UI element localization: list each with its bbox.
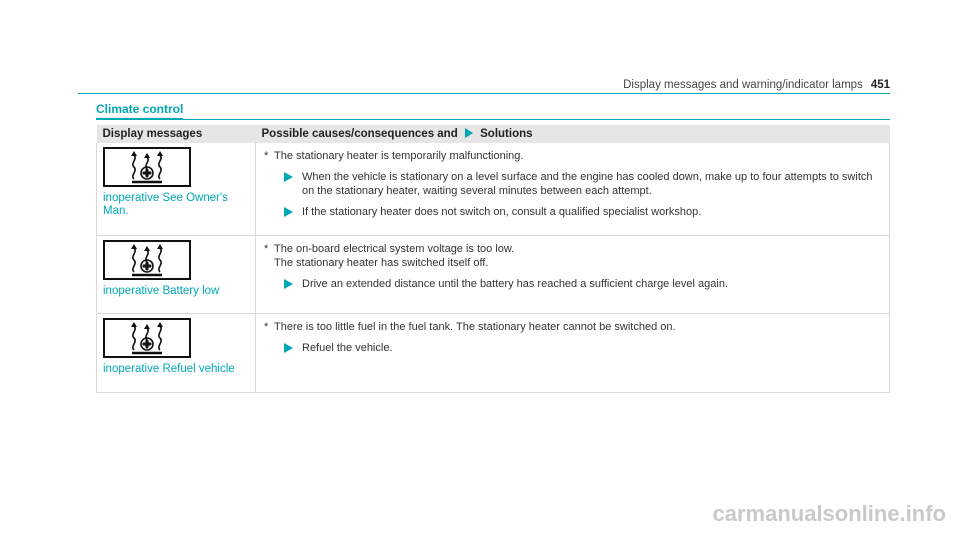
table-row	[97, 143, 890, 236]
causes-solutions-cell	[256, 314, 890, 393]
display-messages-table	[96, 125, 890, 393]
header-rule	[78, 93, 890, 94]
solution-arrow-icon	[284, 279, 293, 289]
message-cell	[97, 143, 256, 236]
section-rule	[96, 119, 890, 120]
solution-item: If the stationary heater does not switch on, consult a qualified specialist workshop.	[264, 205, 881, 219]
stationary-heater-icon	[103, 318, 191, 358]
solution-arrow-icon	[284, 343, 293, 353]
header-causes-solutions: Possible causes/consequences and Solutions	[256, 125, 890, 143]
solution-arrow-icon	[464, 128, 474, 138]
message-text: inoperative Battery low	[103, 285, 220, 297]
causes-solutions-cell	[256, 236, 890, 314]
message-cell	[97, 236, 256, 314]
cause-text: * There is too little fuel in the fuel tank. The stationary heater cannot be switched on.	[264, 321, 676, 333]
solution-item: Refuel the vehicle.	[264, 341, 881, 355]
header-display-messages: Display messages	[97, 125, 256, 143]
causes-solutions-cell	[256, 143, 890, 236]
message-text: inoperative See Owner's Man.	[103, 192, 228, 217]
message-text: inoperative Refuel vehicle	[103, 363, 235, 375]
section-title: Climate control	[96, 102, 183, 119]
message-cell	[97, 314, 256, 393]
cause-text: * The stationary heater is temporarily malfunctioning.	[264, 150, 524, 162]
stationary-heater-icon	[103, 147, 191, 187]
page-header	[623, 79, 890, 91]
table-row	[97, 236, 890, 314]
cause-text: * The on-board electrical system voltage is too low.	[264, 243, 515, 255]
solution-item: When the vehicle is stationary on a level surface and the engine has cooled down, make up to four attempts to switch on the stationary heater, waiting several minutes between each attempt.	[264, 170, 881, 198]
table-row	[97, 314, 890, 393]
watermark: carmanualsonline.info	[712, 501, 946, 526]
table-header-row	[97, 125, 890, 143]
stationary-heater-icon	[103, 240, 191, 280]
solution-arrow-icon	[284, 172, 293, 182]
solution-item: Drive an extended distance until the battery has reached a sufficient charge level again.	[264, 277, 881, 291]
page-header-title: Display messages and warning/indicator lamps	[623, 79, 863, 91]
cause-continued-text: The stationary heater has switched itself off.	[274, 257, 489, 269]
solution-arrow-icon	[284, 207, 293, 217]
page-number: 451	[870, 79, 890, 91]
